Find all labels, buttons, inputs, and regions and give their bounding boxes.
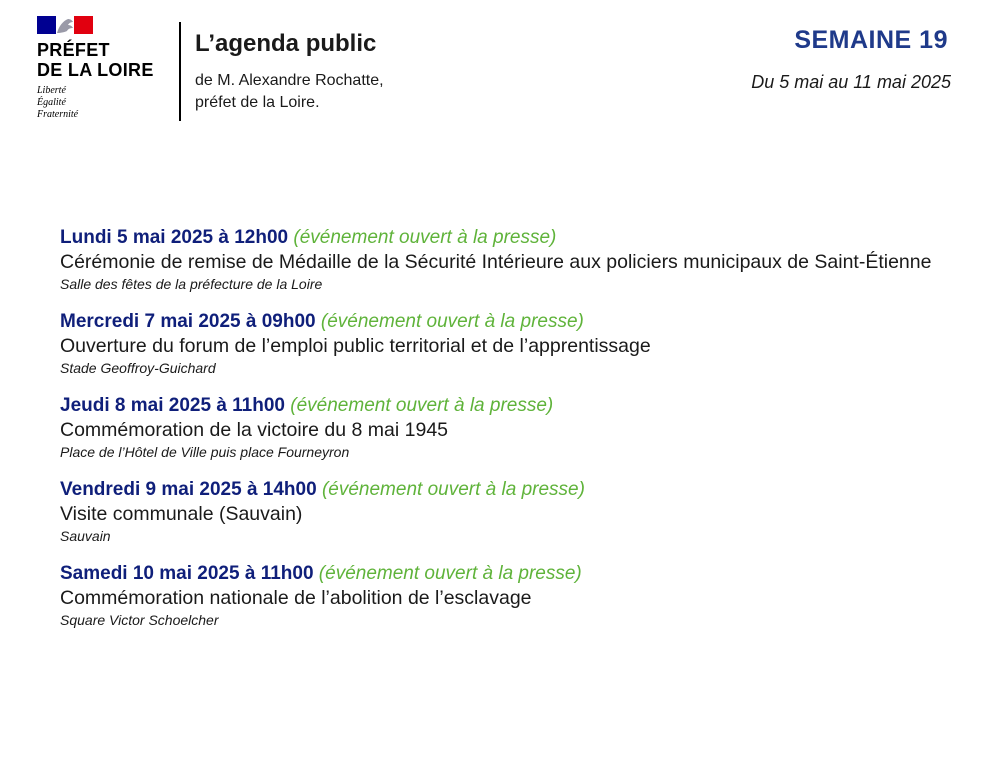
event-place: Salle des fêtes de la préfecture de la Loire bbox=[60, 276, 323, 292]
press-tag: (événement ouvert à la presse) bbox=[321, 479, 585, 500]
date-range: Du 5 mai au 11 mai 2025 bbox=[751, 72, 951, 92]
event-heading bbox=[60, 394, 940, 418]
event-title: Commémoration de la victoire du 8 mai 1945 bbox=[60, 419, 449, 441]
event-item bbox=[60, 562, 940, 630]
event-title: Cérémonie de remise de Médaille de la Sécurité Intérieure aux policiers municipaux de Saint-Étienne bbox=[60, 251, 932, 273]
event-item bbox=[60, 226, 940, 294]
press-tag: (événement ouvert à la presse) bbox=[320, 311, 584, 332]
press-tag: (événement ouvert à la presse) bbox=[293, 227, 557, 248]
subtitle-line2: préfet de la Loire. bbox=[195, 94, 320, 111]
event-heading bbox=[60, 226, 940, 250]
event-date: Samedi 10 mai 2025 à 11h00 bbox=[60, 563, 314, 584]
event-place: Stade Geoffroy-Guichard bbox=[60, 360, 216, 376]
event-heading bbox=[60, 478, 940, 502]
press-tag: (événement ouvert à la presse) bbox=[318, 563, 582, 584]
week-label: SEMAINE 19 bbox=[794, 26, 948, 54]
event-place: Place de l’Hôtel de Ville puis place Fourneyron bbox=[60, 444, 350, 460]
event-item bbox=[60, 394, 940, 462]
prefet-name bbox=[37, 40, 177, 80]
header-divider bbox=[179, 22, 181, 121]
prefet-name-line2: DE LA LOIRE bbox=[37, 60, 154, 80]
event-list bbox=[60, 226, 940, 646]
event-place: Sauvain bbox=[60, 528, 111, 544]
event-place: Square Victor Schoelcher bbox=[60, 612, 219, 628]
motto-liberte: Liberté bbox=[37, 85, 66, 96]
page-title: L’agenda public bbox=[195, 30, 377, 57]
event-title: Ouverture du forum de l’emploi public territorial et de l’apprentissage bbox=[60, 335, 651, 357]
event-heading bbox=[60, 310, 940, 334]
prefecture-logo bbox=[37, 16, 177, 121]
event-date: Lundi 5 mai 2025 à 12h00 bbox=[60, 227, 289, 248]
motto-egalite: Égalité bbox=[37, 97, 66, 108]
marianne-flag-icon bbox=[37, 16, 93, 34]
republic-motto bbox=[37, 85, 177, 121]
page-subtitle bbox=[195, 70, 384, 114]
event-date: Vendredi 9 mai 2025 à 14h00 bbox=[60, 479, 317, 500]
event-date: Mercredi 7 mai 2025 à 09h00 bbox=[60, 311, 316, 332]
event-title: Visite communale (Sauvain) bbox=[60, 503, 303, 525]
prefet-name-line1: PRÉFET bbox=[37, 40, 110, 60]
motto-fraternite: Fraternité bbox=[37, 109, 79, 120]
press-tag: (événement ouvert à la presse) bbox=[290, 395, 554, 416]
event-item bbox=[60, 478, 940, 546]
event-title: Commémoration nationale de l’abolition de l’esclavage bbox=[60, 587, 532, 609]
subtitle-line1: de M. Alexandre Rochatte, bbox=[195, 72, 384, 89]
event-heading bbox=[60, 562, 940, 586]
event-date: Jeudi 8 mai 2025 à 11h00 bbox=[60, 395, 285, 416]
event-item bbox=[60, 310, 940, 378]
